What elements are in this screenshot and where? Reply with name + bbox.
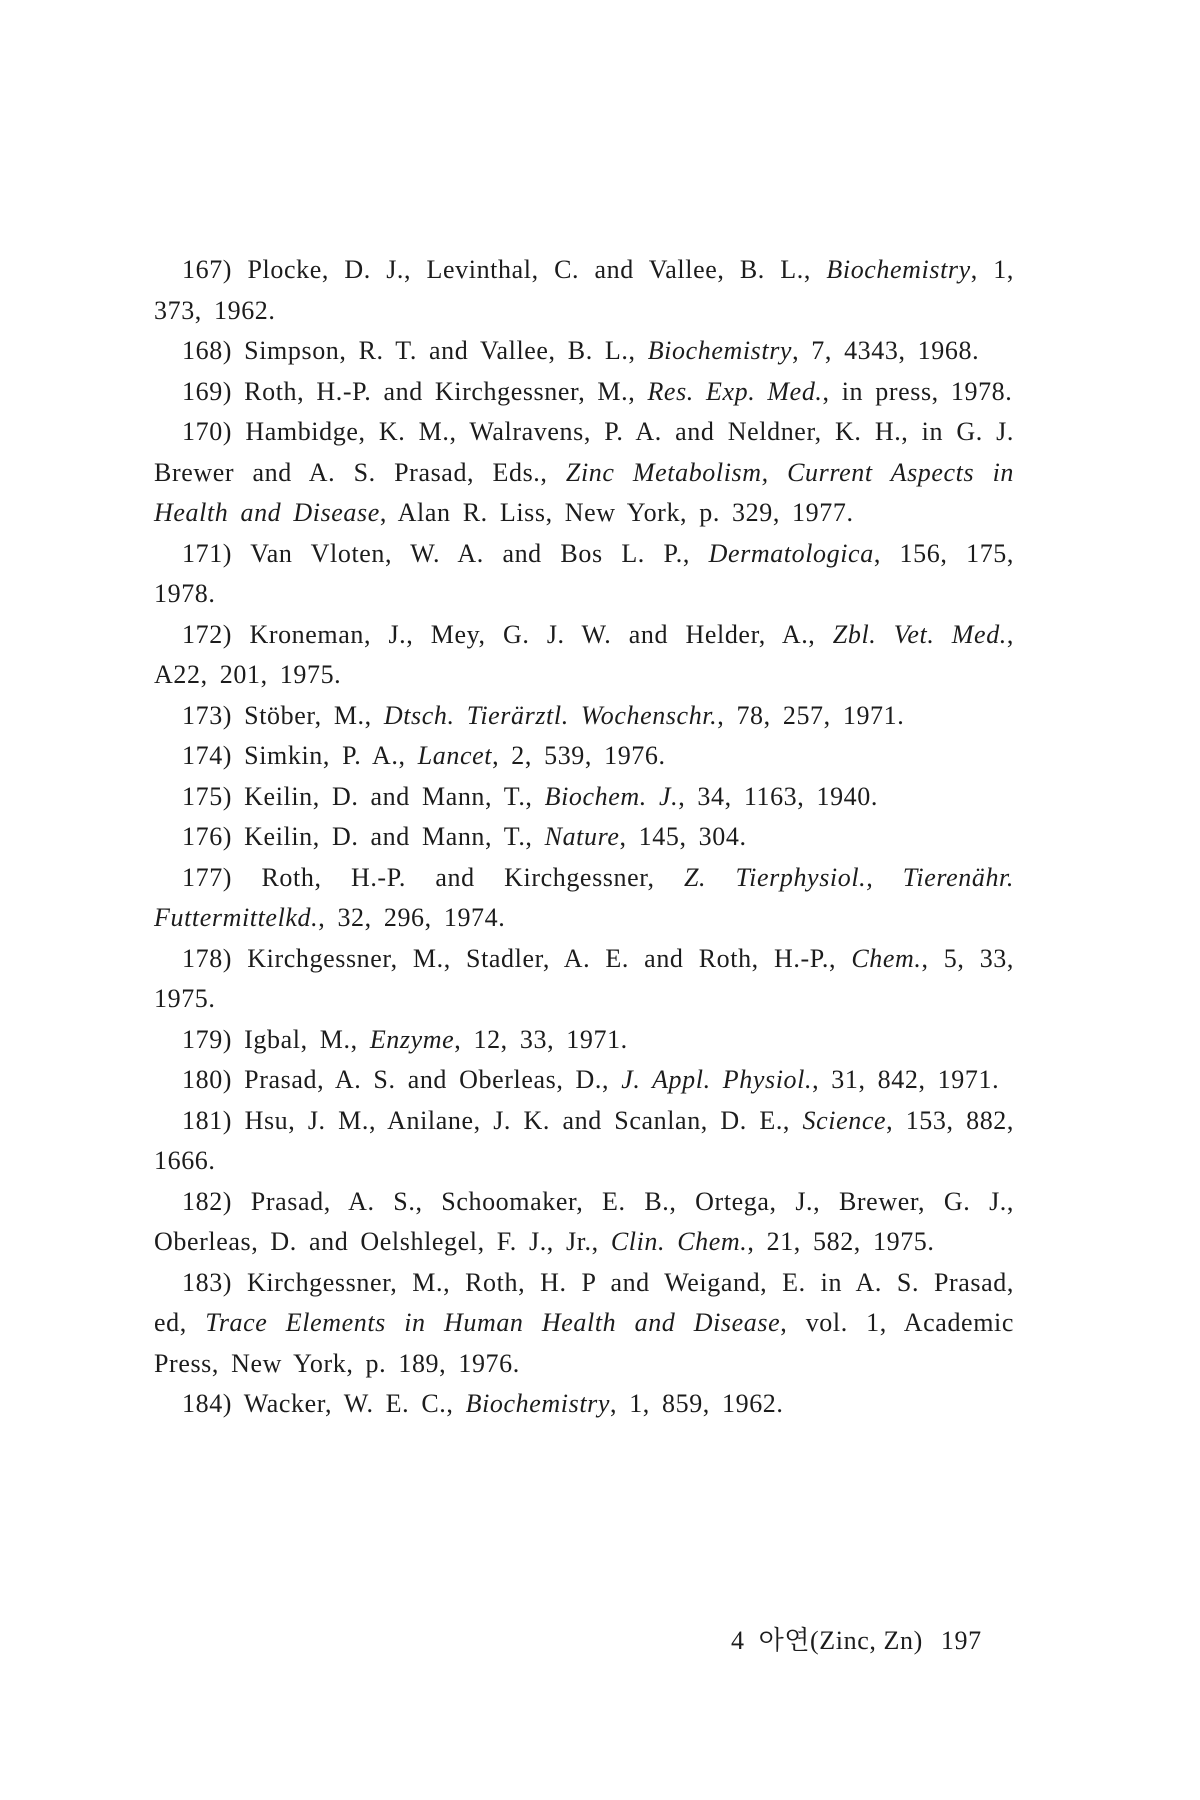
reference-details: , 2, 539, 1976. bbox=[492, 741, 666, 770]
reference-details: , 21, 582, 1975. bbox=[747, 1227, 935, 1256]
reference-item bbox=[154, 372, 1014, 413]
reference-item bbox=[154, 1182, 1014, 1263]
reference-item bbox=[154, 1101, 1014, 1182]
reference-item bbox=[154, 736, 1014, 777]
reference-details: , A22, 201, 1975. bbox=[154, 619, 1014, 689]
reference-item bbox=[154, 534, 1014, 615]
reference-authors: Kirchgessner, M., Stadler, A. E. and Roth, H.-P., bbox=[247, 943, 852, 973]
reference-authors: Van Vloten, W. A. and Bos L. P., bbox=[250, 538, 709, 568]
reference-item bbox=[154, 1384, 1014, 1425]
reference-item bbox=[154, 615, 1014, 696]
reference-authors: Hsu, J. M., Anilane, J. K. and Scanlan, D. E., bbox=[244, 1105, 803, 1135]
reference-number: 182) bbox=[182, 1186, 233, 1216]
reference-item bbox=[154, 1263, 1014, 1385]
reference-authors: Prasad, A. S. and Oberleas, D., bbox=[244, 1065, 622, 1094]
reference-journal: Lancet bbox=[417, 741, 493, 770]
reference-item bbox=[154, 1020, 1014, 1061]
reference-journal: Enzyme bbox=[369, 1024, 455, 1054]
running-footer bbox=[731, 1620, 982, 1657]
reference-details: , 5, 33, 1975. bbox=[154, 943, 1014, 1013]
reference-journal: Biochemistry bbox=[647, 336, 793, 365]
reference-number: 179) bbox=[182, 1024, 233, 1054]
reference-number: 178) bbox=[182, 943, 233, 973]
reference-number: 170) bbox=[182, 417, 233, 446]
reference-item bbox=[154, 858, 1014, 939]
reference-details: , Alan R. Liss, New York, p. 329, 1977. bbox=[379, 498, 854, 527]
chapter-number: 4 bbox=[731, 1626, 745, 1655]
reference-authors: Kroneman, J., Mey, G. J. W. and Helder, A., bbox=[249, 619, 833, 649]
reference-details: , 1, 373, 1962. bbox=[154, 255, 1014, 325]
reference-journal: Biochemistry bbox=[465, 1389, 610, 1418]
reference-number: 184) bbox=[182, 1389, 233, 1418]
reference-journal: Res. Exp. Med. bbox=[647, 376, 823, 406]
reference-number: 171) bbox=[182, 538, 233, 568]
reference-item bbox=[154, 331, 1014, 372]
reference-details: , 31, 842, 1971. bbox=[812, 1065, 1000, 1094]
reference-journal: Clin. Chem. bbox=[610, 1227, 748, 1256]
reference-details: , in press, 1978. bbox=[822, 376, 1013, 406]
reference-authors: Plocke, D. J., Levinthal, C. and Vallee, B. L., bbox=[247, 255, 827, 284]
reference-item bbox=[154, 1060, 1014, 1101]
chapter-title: 아연(Zinc, Zn) bbox=[758, 1626, 923, 1655]
reference-item bbox=[154, 939, 1014, 1020]
reference-journal: Science bbox=[802, 1105, 887, 1135]
reference-authors: Roth, H.-P. and Kirchgessner, bbox=[261, 862, 684, 892]
reference-details: , 78, 257, 1971. bbox=[717, 700, 905, 730]
reference-number: 168) bbox=[182, 336, 233, 365]
reference-journal: Chem. bbox=[851, 943, 922, 973]
reference-details: , 7, 4343, 1968. bbox=[792, 336, 980, 365]
reference-journal: Biochemistry bbox=[826, 255, 971, 284]
reference-journal: Dermatologica bbox=[708, 538, 874, 568]
reference-number: 172) bbox=[182, 619, 233, 649]
reference-journal: Dtsch. Tierärztl. Wochenschr. bbox=[383, 700, 718, 730]
reference-journal: Biochem. J. bbox=[544, 781, 679, 811]
reference-number: 169) bbox=[182, 376, 233, 406]
reference-number: 176) bbox=[182, 822, 233, 851]
reference-authors: Keilin, D. and Mann, T., bbox=[244, 822, 545, 851]
reference-number: 180) bbox=[182, 1065, 233, 1094]
reference-number: 181) bbox=[182, 1105, 233, 1135]
reference-item bbox=[154, 250, 1014, 331]
reference-journal: Zbl. Vet. Med. bbox=[832, 619, 1007, 649]
reference-authors: Stöber, M., bbox=[244, 700, 384, 730]
reference-journal: Nature bbox=[544, 822, 620, 851]
reference-journal: Z. Tierphysiol., Tierenähr. Futtermittelkd. bbox=[154, 862, 1014, 932]
reference-details: , 12, 33, 1971. bbox=[454, 1024, 628, 1054]
reference-details: , 156, 175, 1978. bbox=[154, 538, 1014, 608]
reference-number: 175) bbox=[182, 781, 233, 811]
reference-number: 177) bbox=[182, 862, 233, 892]
reference-item bbox=[154, 412, 1014, 534]
reference-item bbox=[154, 777, 1014, 818]
reference-details: , vol. 1, Academic Press, New York, p. 189, 1976. bbox=[154, 1308, 1014, 1378]
reference-authors: Roth, H.-P. and Kirchgessner, M., bbox=[244, 376, 648, 406]
page-number: 197 bbox=[940, 1626, 982, 1655]
reference-authors: Hambidge, K. M., Walravens, P. A. and Neldner, K. H., in G. J. Brewer and A. S. Prasad, Eds., bbox=[154, 417, 1014, 487]
reference-authors: Simpson, R. T. and Vallee, B. L., bbox=[244, 336, 648, 365]
reference-number: 174) bbox=[182, 741, 233, 770]
reference-authors: Prasad, A. S., Schoomaker, E. B., Ortega, J., Brewer, G. J., Oberleas, D. and Oelshlegel, F. J., Jr., bbox=[154, 1186, 1014, 1256]
reference-details: , 32, 296, 1974. bbox=[318, 903, 506, 932]
reference-authors: Wacker, W. E. C., bbox=[243, 1389, 466, 1418]
reference-authors: Igbal, M., bbox=[244, 1024, 370, 1054]
reference-authors: Keilin, D. and Mann, T., bbox=[244, 781, 545, 811]
reference-details: , 153, 882, 1666. bbox=[154, 1105, 1014, 1175]
reference-number: 183) bbox=[182, 1267, 233, 1297]
reference-list bbox=[154, 250, 1014, 1425]
reference-journal: Trace Elements in Human Health and Disease bbox=[205, 1308, 781, 1337]
reference-journal: J. Appl. Physiol. bbox=[621, 1065, 813, 1094]
reference-number: 173) bbox=[182, 700, 233, 730]
reference-journal: Zinc Metabolism, Current Aspects in Health and Disease bbox=[154, 457, 1014, 527]
reference-details: , 1, 859, 1962. bbox=[610, 1389, 784, 1418]
reference-item bbox=[154, 817, 1014, 858]
reference-item bbox=[154, 696, 1014, 737]
reference-details: , 34, 1163, 1940. bbox=[678, 781, 878, 811]
reference-details: , 145, 304. bbox=[619, 822, 747, 851]
reference-authors: Kirchgessner, M., Roth, H. P and Weigand, E. in A. S. Prasad, ed, bbox=[154, 1267, 1014, 1337]
reference-authors: Simkin, P. A., bbox=[244, 741, 418, 770]
reference-number: 167) bbox=[182, 255, 233, 284]
